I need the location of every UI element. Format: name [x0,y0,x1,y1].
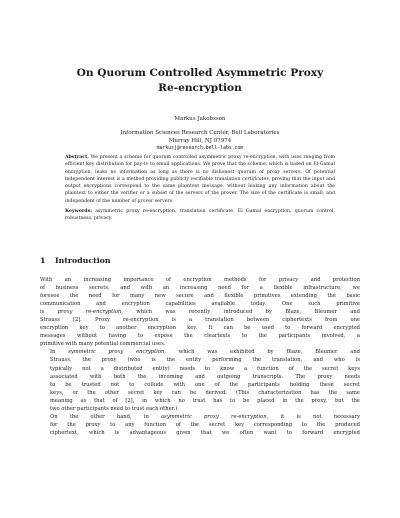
body-line: On the other hand, in asymmetric proxy re-encryption, it is not necessary [50,413,360,420]
body-line: messages without having to expose the cleartexts to the participants involved, a [40,333,360,340]
abstract-label: Abstract. [65,155,89,160]
body-line: keys, or the other secret key can be derived. (This characterization has the same [50,389,360,396]
body-line: for the proxy to any function of the secret key corresponding to the produced [50,421,360,428]
body-line: In symmetric proxy encryption, which was exhibited by Blaze, Bleumer and [50,349,360,356]
body-line: is proxy re-encryption, which was recently introduced by Blaze, Bleumer and [40,309,360,316]
body-text [40,276,360,437]
body-line: typically not a distributed entity) needs to know a function of the secret keys [50,365,360,372]
affiliation-line-1: Information Sciences Research Center, Bell Laboratories [120,130,280,137]
body-line: two other participants need to trust each other.) [50,405,178,412]
keywords-paragraph [65,208,335,223]
body-line: communication and encryption capabilities available today. One such primitive [40,301,360,308]
section-number: 1 [40,256,46,265]
title-line-2: Re-encryption [158,81,242,94]
body-line: meaning as that of [2], in which no trust has to be placed in the proxy, but the [50,397,360,404]
affiliation-line-2: Murray Hill, NJ 07974 [168,137,232,144]
author-name: Markus Jakobsson [174,116,226,122]
body-line: ciphertext, which is advantageous given that we often want to forward encrypted [50,429,360,436]
paper-title [40,66,360,95]
body-line: foresee the need for many new secure and flexible primitives extending the basic [40,293,360,300]
body-line: With an increasing importance of encryption methods for privacy and protection [40,277,360,283]
paragraph-1 [40,276,360,348]
body-line: to be trusted not to collude with one of the participants holding these secret [50,381,360,388]
keywords-text: asymmetric proxy re-encryption, translation certificate, El Gamal encryption, quorum control, robustness, privacy. [65,209,335,222]
body-line: encryption key to another encryption key. It can be used to forward encrypted [40,325,360,332]
section-heading [40,256,111,266]
body-line: primitive with many potential commercial uses. [40,341,166,348]
body-line: associated with both the incoming and outgoing transcripts. The proxy needs [50,373,360,380]
title-line-1: On Quorum Controlled Asymmetric Proxy [76,67,324,79]
keywords-label: Keywords: [65,209,92,215]
paragraph-2 [40,348,360,412]
author-block [40,116,360,153]
section-title: Introduction [55,256,111,265]
abstract-paragraph [65,154,335,205]
body-line: of business secrets, and with an increasing need for a flexible infrastructure, we [40,285,360,292]
abstract-text: We present a scheme for quorum controlled asymmetric proxy re-encryption, with uses ranging from efficient key distribution for pay-tv to email applications. We prove that the scheme, which is based on El-Gamal encryption, leaks no information as long as there is no dishonest quorum of proxy servers. Of potential independent interest is a method providing publicly verifiable translation certificates, proving that the input and output encryptions correspond to the same plaintext message, without leaking any information about the plaintext to either the verifier or a subset of the servers of the prover. The size of the certificate is small, and independent of the number of prover servers. [65,155,335,204]
author-email: markusj@research.bell-labs.com [156,146,244,152]
paragraph-3 [40,413,360,437]
body-line: Strauss, the proxy (who is the entity performing the translation, and who is [50,357,360,364]
body-line: Strauss [2]. Proxy re-encryption is a translation between ciphertexts from one [40,317,360,324]
abstract [65,154,335,223]
